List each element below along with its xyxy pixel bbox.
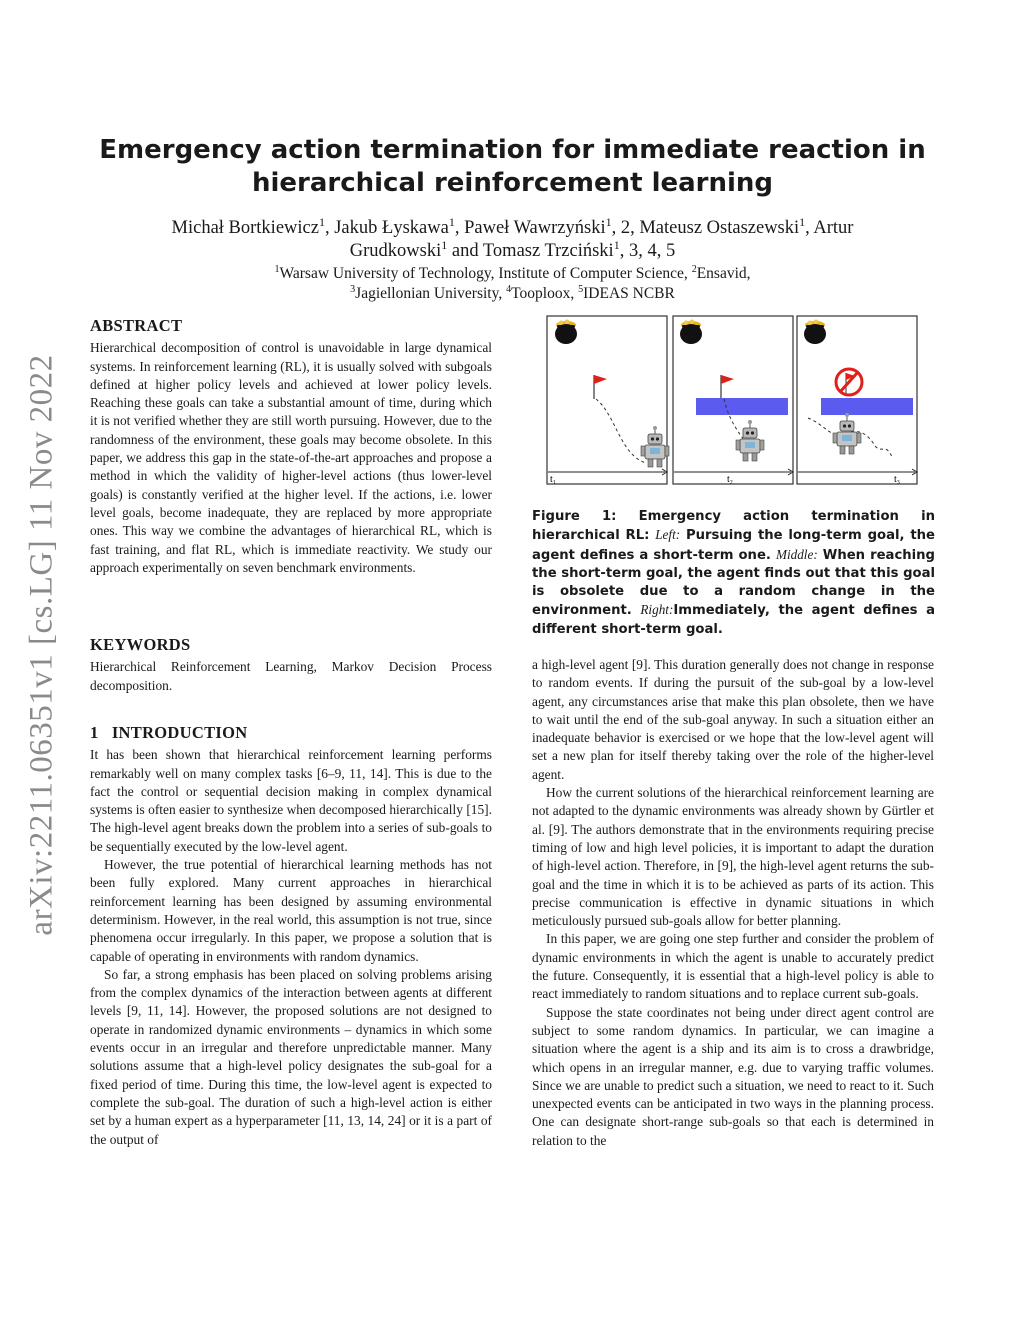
affiliations: [90, 264, 935, 304]
affil-text: Jagiellonian University,: [355, 285, 507, 302]
right-column-text: [532, 656, 934, 1150]
author-sup: 1: [441, 237, 448, 252]
figure-1-svg: [546, 315, 920, 487]
time-label-t1: $t_1$: [550, 474, 556, 486]
author-sup: 1: [605, 214, 612, 229]
time-label-t3: $t_3$: [894, 474, 900, 486]
affil-sup: 2: [691, 263, 697, 275]
affil-sup: 5: [578, 283, 584, 295]
author-name: Jakub Łyskawa: [334, 218, 449, 238]
intro-paragraph-2: However, the true potential of hierarchical learning methods has not been fully explored. Many current approaches in hierarchical reinforcement learning has been designed by assuming environmental determinism. However, in the real world, this assumption is not true, since phenomena occur irregularly. In this paper, we propose a solution that is capable of operating in environments with random dynamics.: [90, 857, 492, 964]
caption-middle-word: Middle:: [775, 546, 818, 562]
obstacle-bar: [821, 398, 913, 415]
introduction-section: [90, 724, 492, 1149]
right-paragraph-3: In this paper, we are going one step further and consider the problem of dynamic environments in which the agent is unable to accurately predict the future. Consequently, it is essential that a high-level policy is able to react immediately to random situations and to replace current sub-goals.: [532, 931, 934, 1002]
introduction-heading: 1 INTRODUCTION: [90, 723, 248, 742]
affil-sup: 1: [274, 263, 280, 275]
abstract-text: Hierarchical decomposition of control is unavoidable in large dynamical systems. In reinforcement learning (RL), it is usually solved with subgoals defined at higher policy levels and achieved at lower policy levels. Reaching these goals can take a substantial amount of time, during which it is not verified whether they are still worth pursuing. However, due to the randomness of the environment, these goals may become obsolete. In this paper, we address this gap in the state-of-the-art approaches and propose a method in which the validity of higher-level actions (thus lower-level goals) is constantly verified at the higher level. If the actions, i.e. lower level goals, become inadequate, they are replaced by more appropriate ones. This way we combine the advantages of hierarchical RL, which is fast training, and flat RL, which is immediate reactivity. We study our approach experimentally on seven benchmark environments.: [90, 340, 492, 575]
author-sup: 1: [799, 214, 806, 229]
figure-1-caption: [532, 508, 935, 639]
affil-text: Warsaw University of Technology, Institute of Computer Science,: [279, 265, 692, 282]
author-name: Tomasz Trzciński: [482, 241, 614, 261]
author-name: Michał Bortkiewicz: [171, 218, 319, 238]
abstract-section: [90, 317, 492, 577]
author-name: Grudkowski: [349, 241, 442, 261]
right-paragraph-1: a high-level agent [9]. This duration generally does not change in response to random events. If during the pursuit of the sub-goal by a low-level agent, any circumstances arise that make this plan obsolete, then we have to wait until the end of the sub-goal anyway. In such a situation either an inadequate behavior is exercised or we hope that the low-level agent will set a new plan for itself thereby taking over the role of the higher-level agent.: [532, 657, 934, 782]
title-line-2: hierarchical reinforcement learning: [251, 168, 774, 198]
author-sup: 1: [448, 214, 455, 229]
figure-panel-right: [797, 316, 917, 486]
author-list: Michał Bortkiewicz$^1$, Jakub Łyskawa$^1$, Paweł Wawrzyński$^1$, 2, Mateusz Ostaszewski$^1$, Artur Grudkowski$^1$ and Tomasz Trzciński$^1$, 3, 4, 5: [171, 214, 854, 261]
obstacle-bar: [696, 398, 788, 415]
arxiv-id: arXiv:2211.06351v1 [cs.LG] 11 Nov 2022: [23, 354, 60, 936]
caption-left-text: Pursuing the long-term goal, the agent defines a short-term one.: [532, 528, 935, 563]
affil-text: Ensavid,: [696, 265, 751, 282]
keywords-text: Hierarchical Reinforcement Learning, Markov Decision Process decomposition.: [90, 659, 492, 693]
time-label-t2: $t_2$: [727, 474, 733, 486]
author-sup: 1: [613, 237, 620, 252]
affil-text: IDEAS NCBR: [583, 285, 675, 302]
caption-label: Figure 1: Emergency action termination in hierarchical RL:: [532, 509, 935, 544]
keywords-heading: KEYWORDS: [90, 635, 191, 654]
arxiv-sidebar: [22, 345, 62, 945]
caption-right-word: Right:: [640, 602, 674, 618]
caption-middle-text: When reaching the short-term goal, the agent finds out that this goal is obsolete due to a random change in the environment.: [532, 547, 936, 619]
figure-panel-middle: [673, 316, 793, 486]
affil-text: Tooploox,: [511, 285, 579, 302]
caption-right-text: Immediately, the agent defines a different short-term goal.: [532, 603, 936, 637]
figure-1: [546, 315, 920, 487]
keywords-section: [90, 636, 492, 695]
title-line-1: Emergency action termination for immediate reaction in: [99, 135, 926, 165]
author-and: and: [451, 241, 479, 261]
figure-panel-left: [547, 316, 669, 486]
abstract-heading: ABSTRACT: [90, 316, 183, 335]
right-paragraph-2: How the current solutions of the hierarchical reinforcement learning are not adapted to the dynamic environments was already shown by Gürtler et al. [9]. The authors demonstrate that in the environments requiring precise timing of low and high level policies, it is important to adapt the duration of high-level action. Therefore, in [9], the high-level agent returns the sub-goal and the time in which it is to be achieved as parts of its action. This precise communication is effective in dynamic situations in which meticulously pursued sub-goals allow for better planning.: [532, 785, 934, 929]
intro-paragraph-3: So far, a strong emphasis has been placed on solving problems arising from the complex dynamics of the interaction between agents at different levels [9, 11, 14]. However, the proposed solutions are not designed to operate in randomized dynamic environments – dynamics in which some events occur in an irregular and therefore unpredictable manner. Many solutions assume that a high-level policy designates the sub-goal for a fixed period of time. During this time, the low-level agent is expected to complete the sub-goal. The duration of such a high-level action is either set by a human expert as a hyperparameter [11, 13, 14, 24] or it is a part of the output of: [90, 966, 492, 1147]
author-name: Mateusz Ostaszewski: [639, 218, 800, 238]
paper-title: [90, 134, 935, 200]
author-extra: 2: [620, 218, 631, 238]
affil-sup: 4: [506, 283, 512, 295]
affil-sup: 3: [350, 283, 356, 295]
author-name: Paweł Wawrzyński: [464, 218, 606, 238]
intro-paragraph-1: It has been shown that hierarchical reinforcement learning performs remarkably well on many complex tasks [6–9, 11, 14]. This is due to the fact the control or sequential decision making in complex dynamical systems is often easier to synthesize when decomposed hierarchically [15]. The high-level agent breaks down the problem into a series of sub-goals to be sequentially executed by the low-level agent.: [90, 747, 492, 854]
author-name: Artur: [813, 218, 854, 238]
right-paragraph-4: Suppose the state coordinates not being under direct agent control are subject to some random dynamics. In particular, we can imagine a situation where the agent is a ship and its aim is to cross a drawbridge, which opens in an irregular manner, e.g. due to varying traffic volumes. Since we are unable to predict such a situation, we need to react to it. Such unexpected events can be anticipated in two ways in the planning process. One can designate short-range sub-goals so that each is determined in relation to the: [532, 1004, 934, 1148]
author-extra: 3, 4, 5: [628, 241, 676, 261]
author-sup: 1: [318, 214, 325, 229]
caption-left-word: Left:: [655, 527, 681, 543]
